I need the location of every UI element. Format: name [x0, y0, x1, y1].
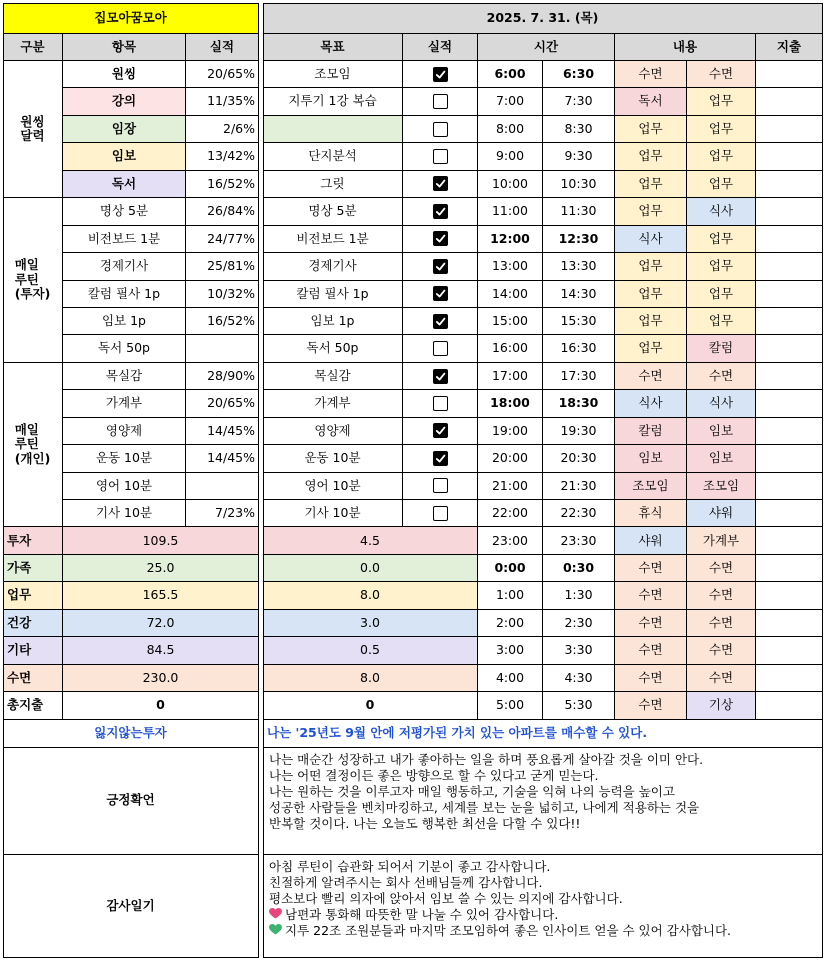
time-end: 0:30: [543, 555, 615, 582]
goal-text[interactable]: 칼럼 필사 1p: [263, 281, 403, 308]
item-actual: 2/6%: [186, 116, 259, 143]
summary-actual: 25.0: [63, 555, 259, 582]
gratitude-line: [269, 907, 816, 923]
goal-text[interactable]: 비전보드 1분: [263, 226, 403, 253]
done-checkbox-cell[interactable]: [403, 143, 478, 170]
checked-checkbox[interactable]: [433, 231, 448, 246]
expense-cell[interactable]: [756, 582, 823, 609]
goal-text[interactable]: 목실감: [263, 363, 403, 390]
gratitude-line: [269, 891, 816, 907]
summary-actual: 72.0: [63, 610, 259, 637]
done-checkbox-cell[interactable]: [403, 390, 478, 417]
expense-cell[interactable]: [756, 473, 823, 500]
summary-label: 건강: [3, 610, 63, 637]
col-header-done: 실적: [403, 34, 478, 61]
time-start: 10:00: [478, 171, 543, 198]
activity-second-half[interactable]: 식사: [687, 198, 756, 225]
expense-cell[interactable]: [756, 500, 823, 527]
expense-cell[interactable]: [756, 363, 823, 390]
goal-text[interactable]: 독서 50p: [263, 335, 403, 362]
time-start: 23:00: [478, 527, 543, 554]
expense-cell[interactable]: [756, 610, 823, 637]
item-name: 임장: [63, 116, 186, 143]
time-start: 0:00: [478, 555, 543, 582]
item-actual: 14/45%: [186, 418, 259, 445]
expense-cell[interactable]: [756, 88, 823, 115]
done-checkbox-cell[interactable]: [403, 61, 478, 88]
green-heart-icon: [269, 923, 282, 939]
activity-second-half[interactable]: 업무: [687, 226, 756, 253]
goal-text[interactable]: 영양제: [263, 418, 403, 445]
activity-first-half[interactable]: 업무: [615, 335, 687, 362]
time-end: 13:30: [543, 253, 615, 280]
item-actual: 28/90%: [186, 363, 259, 390]
affirmation-line: 성공한 사람들을 벤치마킹하고, 세계를 보는 눈을 넓히고, 나에게 적용하는 것을: [269, 800, 700, 816]
goal-text[interactable]: 경제기사: [263, 253, 403, 280]
time-end: 3:30: [543, 637, 615, 664]
activity-first-half[interactable]: 조모임: [615, 473, 687, 500]
item-name: 명상 5분: [63, 198, 186, 225]
time-end: 7:30: [543, 88, 615, 115]
gratitude-line-text: 평소보다 빨리 의자에 앉아서 임보 쓸 수 있는 의지에 감사합니다.: [269, 890, 623, 906]
activity-first-half[interactable]: 수면: [615, 61, 687, 88]
time-start: 19:00: [478, 418, 543, 445]
activity-first-half[interactable]: 수면: [615, 665, 687, 692]
activity-second-half[interactable]: 수면: [687, 363, 756, 390]
time-end: 8:30: [543, 116, 615, 143]
activity-second-half[interactable]: 업무: [687, 281, 756, 308]
unchecked-checkbox[interactable]: [433, 149, 448, 164]
activity-first-half[interactable]: 수면: [615, 582, 687, 609]
expense-cell[interactable]: [756, 555, 823, 582]
summary-actual: 109.5: [63, 527, 259, 554]
activity-second-half[interactable]: 업무: [687, 308, 756, 335]
goal-text[interactable]: 단지분석: [263, 143, 403, 170]
time-end: 17:30: [543, 363, 615, 390]
done-checkbox-cell[interactable]: [403, 308, 478, 335]
checked-checkbox[interactable]: [433, 259, 448, 274]
time-end: 18:30: [543, 390, 615, 417]
goal-text[interactable]: 지투기 1강 복습: [263, 88, 403, 115]
item-name: 영양제: [63, 418, 186, 445]
gratitude-line: [269, 923, 816, 939]
summary-actual: 84.5: [63, 637, 259, 664]
item-actual: 16/52%: [186, 171, 259, 198]
col-header-goal: 목표: [263, 34, 403, 61]
summary-label: 가족: [3, 555, 63, 582]
activity-second-half[interactable]: 조모임: [687, 473, 756, 500]
summary-goal: 4.5: [263, 527, 478, 554]
goal-text[interactable]: 그릿: [263, 171, 403, 198]
col-header-actual: 실적: [186, 34, 259, 61]
activity-first-half[interactable]: 식사: [615, 390, 687, 417]
item-name: 임보: [63, 143, 186, 170]
expense-cell[interactable]: [756, 61, 823, 88]
goal-text[interactable]: [263, 116, 403, 143]
activity-first-half[interactable]: 업무: [615, 253, 687, 280]
done-checkbox-cell[interactable]: [403, 445, 478, 472]
item-actual: 26/84%: [186, 198, 259, 225]
time-end: 22:30: [543, 500, 615, 527]
done-checkbox-cell[interactable]: [403, 88, 478, 115]
activity-second-half[interactable]: 수면: [687, 61, 756, 88]
time-end: 9:30: [543, 143, 615, 170]
expense-cell[interactable]: [756, 308, 823, 335]
time-end: 2:30: [543, 610, 615, 637]
checked-checkbox[interactable]: [433, 314, 448, 329]
col-header-time: 시간: [478, 34, 615, 61]
item-name: 경제기사: [63, 253, 186, 280]
affirmation-label: 긍정확언: [3, 748, 259, 855]
item-name: 독서 50p: [63, 335, 186, 362]
expense-cell[interactable]: [756, 637, 823, 664]
done-checkbox-cell[interactable]: [403, 281, 478, 308]
time-start: 8:00: [478, 116, 543, 143]
activity-second-half[interactable]: 수면: [687, 582, 756, 609]
activity-first-half[interactable]: 수면: [615, 363, 687, 390]
time-start: 3:00: [478, 637, 543, 664]
summary-actual: 0: [63, 692, 259, 719]
planner-sheet: [3, 3, 823, 958]
time-start: 16:00: [478, 335, 543, 362]
activity-second-half[interactable]: 업무: [687, 171, 756, 198]
done-checkbox-cell[interactable]: [403, 198, 478, 225]
unchecked-checkbox[interactable]: [433, 396, 448, 411]
summary-label: 수면: [3, 665, 63, 692]
done-checkbox-cell[interactable]: [403, 116, 478, 143]
expense-cell[interactable]: [756, 198, 823, 225]
activity-first-half[interactable]: 수면: [615, 637, 687, 664]
expense-cell[interactable]: [756, 665, 823, 692]
activity-second-half[interactable]: 수면: [687, 555, 756, 582]
checked-checkbox[interactable]: [433, 204, 448, 219]
activity-second-half[interactable]: 업무: [687, 116, 756, 143]
time-end: 12:30: [543, 226, 615, 253]
time-end: 16:30: [543, 335, 615, 362]
group-label-wonthing: 원씽 달력: [3, 61, 63, 198]
time-end: 11:30: [543, 198, 615, 225]
summary-goal: 0.5: [263, 637, 478, 664]
time-start: 14:00: [478, 281, 543, 308]
activity-first-half[interactable]: 업무: [615, 171, 687, 198]
done-checkbox-cell[interactable]: [403, 418, 478, 445]
goal-text[interactable]: 가계부: [263, 390, 403, 417]
col-header-expense: 지출: [756, 34, 823, 61]
expense-cell[interactable]: [756, 226, 823, 253]
unchecked-checkbox[interactable]: [433, 478, 448, 493]
unchecked-checkbox[interactable]: [433, 341, 448, 356]
group-label-routine-invest: 매일 루틴 (투자): [3, 198, 63, 363]
time-end: 15:30: [543, 308, 615, 335]
sheet-title: 집모아꿈모아: [3, 3, 259, 34]
activity-first-half[interactable]: 업무: [615, 198, 687, 225]
done-checkbox-cell[interactable]: [403, 253, 478, 280]
activity-second-half[interactable]: 칼럼: [687, 335, 756, 362]
item-actual: 11/35%: [186, 88, 259, 115]
time-end: 23:30: [543, 527, 615, 554]
expense-cell[interactable]: [756, 281, 823, 308]
summary-actual: 165.5: [63, 582, 259, 609]
summary-actual: 230.0: [63, 665, 259, 692]
expense-cell[interactable]: [756, 253, 823, 280]
expense-cell[interactable]: [756, 445, 823, 472]
checked-checkbox[interactable]: [433, 451, 448, 466]
item-actual: 13/42%: [186, 143, 259, 170]
time-end: 14:30: [543, 281, 615, 308]
activity-second-half[interactable]: 가계부: [687, 527, 756, 554]
summary-label: 총지출: [3, 692, 63, 719]
date-header: 2025. 7. 31. (목): [263, 3, 823, 34]
affirmation-text: [263, 748, 823, 855]
expense-cell[interactable]: [756, 527, 823, 554]
activity-first-half[interactable]: 독서: [615, 88, 687, 115]
time-start: 7:00: [478, 88, 543, 115]
expense-cell[interactable]: [756, 143, 823, 170]
unchecked-checkbox[interactable]: [433, 506, 448, 521]
affirmation-line: 나는 매순간 성장하고 내가 좋아하는 일을 하며 풍요롭게 살아갈 것을 이미 안다.: [269, 751, 704, 767]
activity-second-half[interactable]: 수면: [687, 610, 756, 637]
item-actual: 16/52%: [186, 308, 259, 335]
expense-cell[interactable]: [756, 171, 823, 198]
done-checkbox-cell[interactable]: [403, 226, 478, 253]
summary-goal: 3.0: [263, 610, 478, 637]
activity-first-half[interactable]: 수면: [615, 692, 687, 719]
time-start: 21:00: [478, 473, 543, 500]
time-end: 6:30: [543, 61, 615, 88]
activity-first-half[interactable]: 휴식: [615, 500, 687, 527]
goal-text[interactable]: 임보 1p: [263, 308, 403, 335]
item-name: 영어 10분: [63, 473, 186, 500]
activity-first-half[interactable]: 업무: [615, 308, 687, 335]
expense-cell[interactable]: [756, 116, 823, 143]
time-end: 20:30: [543, 445, 615, 472]
activity-first-half[interactable]: 샤워: [615, 527, 687, 554]
time-end: 1:30: [543, 582, 615, 609]
time-start: 20:00: [478, 445, 543, 472]
gratitude-text: [263, 855, 823, 958]
mindset-statement: 나는 '25년도 9월 안에 저평가된 가치 있는 아파트를 매수할 수 있다.: [263, 720, 823, 748]
col-header-content: 내용: [615, 34, 756, 61]
item-name: 목실감: [63, 363, 186, 390]
summary-goal: 8.0: [263, 665, 478, 692]
goal-text[interactable]: 명상 5분: [263, 198, 403, 225]
item-actual: 14/45%: [186, 445, 259, 472]
item-actual: [186, 473, 259, 500]
item-actual: 25/81%: [186, 253, 259, 280]
time-start: 11:00: [478, 198, 543, 225]
time-end: 4:30: [543, 665, 615, 692]
activity-first-half[interactable]: 칼럼: [615, 418, 687, 445]
time-start: 9:00: [478, 143, 543, 170]
pink-heart-icon: [269, 907, 282, 923]
activity-second-half[interactable]: 업무: [687, 253, 756, 280]
activity-second-half[interactable]: 업무: [687, 143, 756, 170]
time-start: 17:00: [478, 363, 543, 390]
gratitude-label: 감사일기: [3, 855, 259, 958]
time-start: 22:00: [478, 500, 543, 527]
activity-second-half[interactable]: 기상: [687, 692, 756, 719]
time-end: 10:30: [543, 171, 615, 198]
unchecked-checkbox[interactable]: [433, 122, 448, 137]
time-start: 5:00: [478, 692, 543, 719]
activity-first-half[interactable]: 업무: [615, 143, 687, 170]
checked-checkbox[interactable]: [433, 286, 448, 301]
time-start: 12:00: [478, 226, 543, 253]
goal-text[interactable]: 영어 10분: [263, 473, 403, 500]
done-checkbox-cell[interactable]: [403, 363, 478, 390]
group-label-routine-personal: 매일 루틴 (개인): [3, 363, 63, 528]
time-start: 6:00: [478, 61, 543, 88]
activity-first-half[interactable]: 수면: [615, 610, 687, 637]
goal-text[interactable]: 운동 10분: [263, 445, 403, 472]
activity-second-half[interactable]: 수면: [687, 665, 756, 692]
item-name: 기사 10분: [63, 500, 186, 527]
expense-cell[interactable]: [756, 390, 823, 417]
activity-second-half[interactable]: 임보: [687, 418, 756, 445]
col-header-item: 항목: [63, 34, 186, 61]
item-name: 독서: [63, 171, 186, 198]
time-start: 1:00: [478, 582, 543, 609]
time-start: 4:00: [478, 665, 543, 692]
done-checkbox-cell[interactable]: [403, 335, 478, 362]
time-start: 18:00: [478, 390, 543, 417]
item-name: 강의: [63, 88, 186, 115]
affirmation-line: 나는 원하는 것을 이루고자 매일 행동하고, 기술을 익혀 나의 능력을 높이고: [269, 783, 675, 799]
activity-second-half[interactable]: 업무: [687, 88, 756, 115]
done-checkbox-cell[interactable]: [403, 171, 478, 198]
gratitude-line-text: 지투 22조 조원분들과 마지막 조모임하여 좋은 인사이트 얻을 수 있어 감사합니다.: [285, 923, 732, 939]
time-start: 15:00: [478, 308, 543, 335]
time-start: 13:00: [478, 253, 543, 280]
item-actual: 24/77%: [186, 226, 259, 253]
summary-label: 기타: [3, 637, 63, 664]
activity-second-half[interactable]: 수면: [687, 637, 756, 664]
item-actual: [186, 335, 259, 362]
gratitude-line: [269, 859, 816, 875]
checked-checkbox[interactable]: [433, 369, 448, 384]
done-checkbox-cell[interactable]: [403, 473, 478, 500]
expense-cell[interactable]: [756, 418, 823, 445]
mindset-label: 잃지않는투자: [3, 720, 259, 748]
item-name: 가계부: [63, 390, 186, 417]
item-name: 운동 10분: [63, 445, 186, 472]
unchecked-checkbox[interactable]: [433, 94, 448, 109]
summary-goal: 0.0: [263, 555, 478, 582]
activity-second-half[interactable]: 임보: [687, 445, 756, 472]
time-end: 21:30: [543, 473, 615, 500]
summary-goal: 0: [263, 692, 478, 719]
checked-checkbox[interactable]: [433, 176, 448, 191]
summary-goal: 8.0: [263, 582, 478, 609]
time-start: 2:00: [478, 610, 543, 637]
item-name: 비전보드 1분: [63, 226, 186, 253]
time-end: 5:30: [543, 692, 615, 719]
goal-text[interactable]: 기사 10분: [263, 500, 403, 527]
item-name: 원씽: [63, 61, 186, 88]
item-actual: 7/23%: [186, 500, 259, 527]
summary-label: 투자: [3, 527, 63, 554]
activity-first-half[interactable]: 임보: [615, 445, 687, 472]
activity-second-half[interactable]: 샤워: [687, 500, 756, 527]
gratitude-line-text: 친절하게 알려주시는 회사 선배님들께 감사합니다.: [269, 874, 543, 890]
summary-label: 업무: [3, 582, 63, 609]
col-header-category: 구분: [3, 34, 63, 61]
done-checkbox-cell[interactable]: [403, 500, 478, 527]
activity-first-half[interactable]: 식사: [615, 226, 687, 253]
gratitude-line-text: 아침 루틴이 습관화 되어서 기분이 좋고 감사합니다.: [269, 858, 551, 874]
activity-first-half[interactable]: 업무: [615, 116, 687, 143]
item-name: 칼럼 필사 1p: [63, 281, 186, 308]
checked-checkbox[interactable]: [433, 67, 448, 82]
affirmation-line: 나는 어떤 결정이든 좋은 방향으로 할 수 있다고 굳게 믿는다.: [269, 767, 599, 783]
gratitude-line: [269, 875, 816, 891]
item-name: 임보 1p: [63, 308, 186, 335]
time-end: 19:30: [543, 418, 615, 445]
activity-second-half[interactable]: 식사: [687, 390, 756, 417]
activity-first-half[interactable]: 업무: [615, 281, 687, 308]
activity-first-half[interactable]: 수면: [615, 555, 687, 582]
affirmation-line: 반복할 것이다. 나는 오늘도 행복한 최선을 다할 수 있다!!: [269, 816, 581, 832]
expense-cell[interactable]: [756, 335, 823, 362]
item-actual: 20/65%: [186, 390, 259, 417]
gratitude-line-text: 남편과 통화해 따뜻한 말 나눌 수 있어 감사합니다.: [285, 907, 559, 923]
item-actual: 10/32%: [186, 281, 259, 308]
item-actual: 20/65%: [186, 61, 259, 88]
goal-text[interactable]: 조모임: [263, 61, 403, 88]
checked-checkbox[interactable]: [433, 423, 448, 438]
expense-cell[interactable]: [756, 692, 823, 719]
